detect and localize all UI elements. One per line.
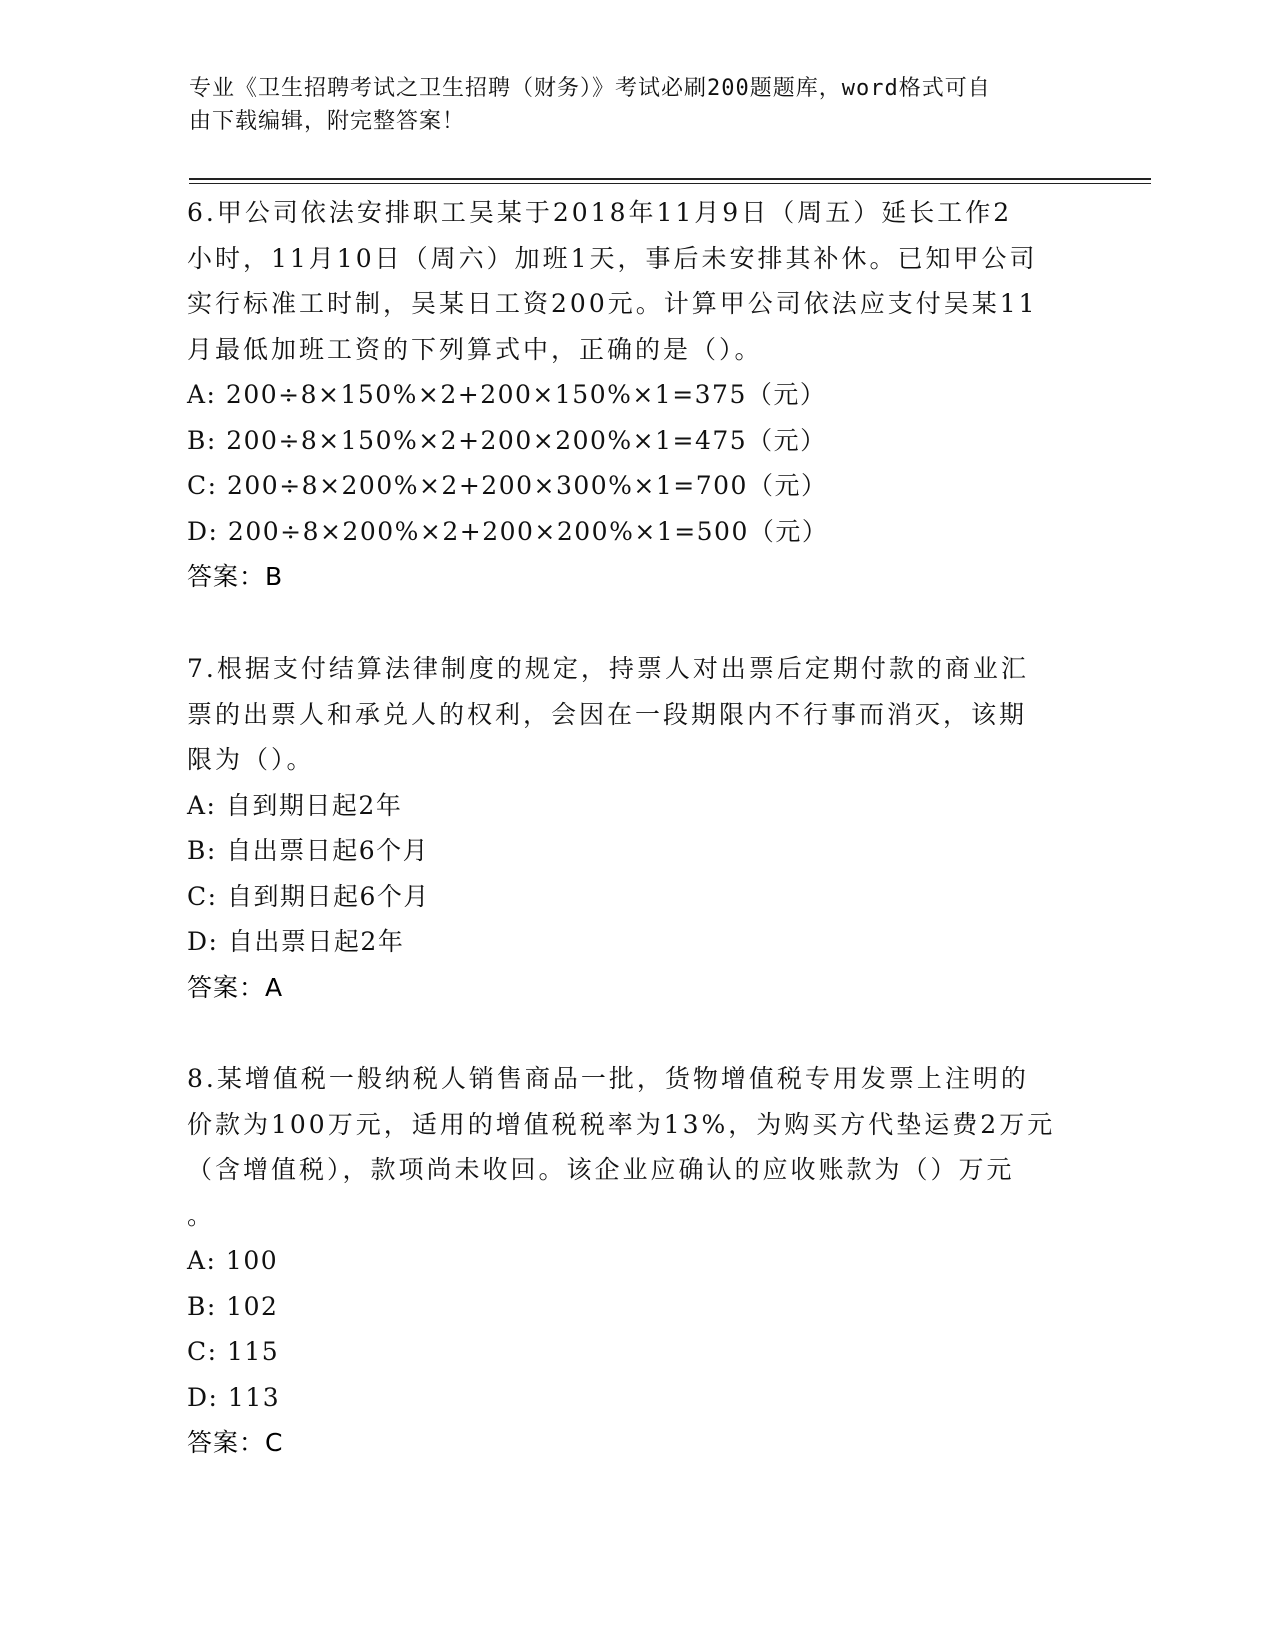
question-stem-line: 价款为100万元，适用的增值税税率为13%，为购买方代垫运费2万元 — [187, 1109, 1056, 1139]
question-stem-line: 。 — [187, 1200, 216, 1230]
question-stem-line: 实行标准工时制，吴某日工资200元。计算甲公司依法应支付吴某11 — [187, 289, 1038, 318]
document-header — [189, 72, 1069, 138]
option-b: B: 102 — [187, 1291, 279, 1321]
option-c: C: 115 — [187, 1337, 280, 1366]
question-7 — [187, 646, 1087, 1011]
option-c: C: 200÷8×200%×2+200×300%×1=700（元） — [187, 471, 828, 500]
question-stem-line: 7.根据支付结算法律制度的规定，持票人对出票后定期付款的商业汇 — [187, 654, 1029, 683]
question-8 — [187, 1056, 1087, 1466]
answer: 答案：B — [187, 562, 284, 591]
option-a: A: 200÷8×150%×2+200×150%×1=375（元） — [187, 380, 827, 409]
header-divider-thin — [189, 183, 1151, 184]
answer: 答案：C — [187, 1428, 284, 1457]
question-stem-line: （含增值税），款项尚未收回。该企业应确认的应收账款为（）万元 — [187, 1155, 1015, 1184]
option-d: D: 200÷8×200%×2+200×200%×1=500（元） — [187, 516, 829, 546]
option-d: D: 自出票日起2年 — [187, 927, 405, 956]
question-stem-line: 小时，11月10日（周六）加班1天，事后未安排其补休。已知甲公司 — [187, 243, 1038, 273]
option-d: D: 113 — [187, 1382, 281, 1412]
answer: 答案：A — [187, 972, 284, 1002]
question-6 — [187, 190, 1087, 600]
option-a: A: 100 — [187, 1246, 279, 1275]
header-line-1: 专业《卫生招聘考试之卫生招聘（财务）》考试必刷200题题库，word格式可自 — [189, 76, 991, 101]
option-c: C: 自到期日起6个月 — [187, 881, 430, 911]
question-stem-line: 8.某增值税一般纳税人销售商品一批，货物增值税专用发票上注明的 — [187, 1064, 1029, 1093]
question-stem-line: 月最低加班工资的下列算式中，正确的是（）。 — [187, 334, 763, 364]
question-stem-line: 限为（）。 — [187, 745, 315, 774]
question-stem-line: 6.甲公司依法安排职工吴某于2018年11月9日（周五）延长工作2 — [187, 198, 1013, 227]
option-b: B: 自出票日起6个月 — [187, 836, 430, 865]
header-line-2: 由下载编辑，附完整答案！ — [189, 109, 466, 134]
header-divider-thick — [189, 178, 1151, 180]
option-a: A: 自到期日起2年 — [187, 790, 403, 820]
option-b: B: 200÷8×150%×2+200×200%×1=475（元） — [187, 425, 827, 455]
question-stem-line: 票的出票人和承兑人的权利，会因在一段期限内不行事而消灭，该期 — [187, 699, 1028, 729]
